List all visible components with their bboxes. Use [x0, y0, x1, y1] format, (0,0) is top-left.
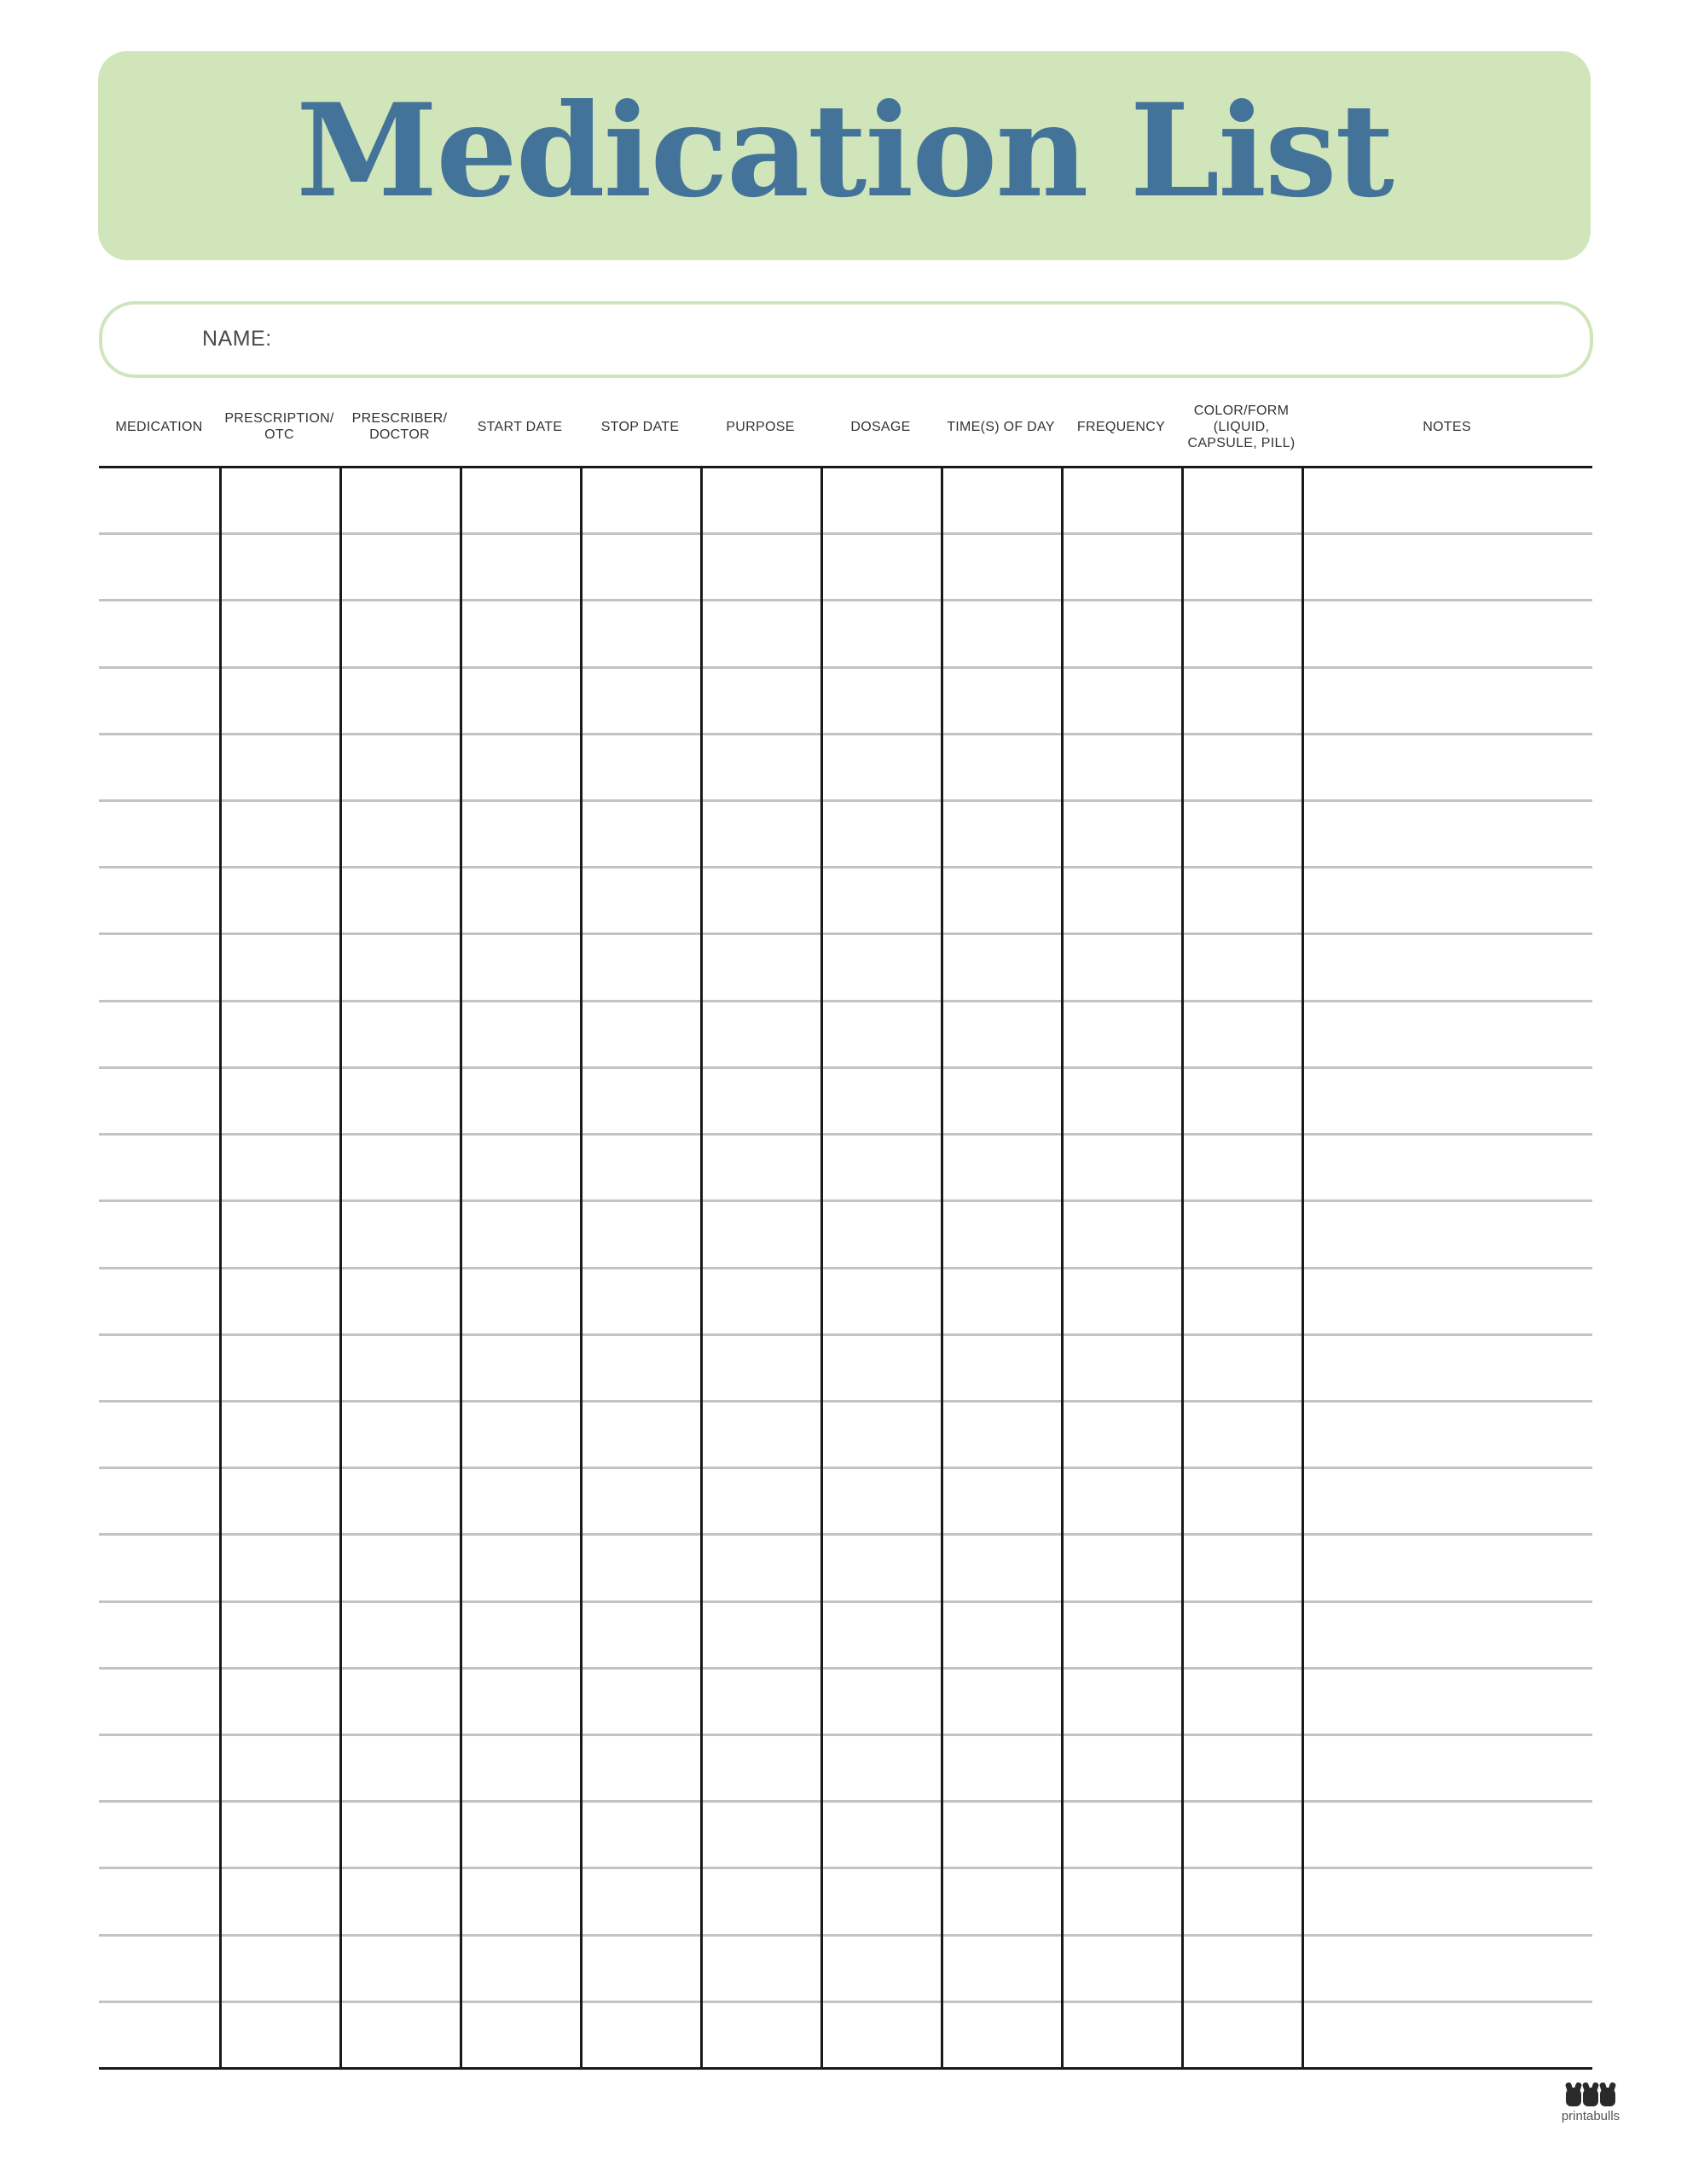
table-cell[interactable] — [703, 868, 820, 932]
table-cell[interactable] — [703, 535, 820, 599]
table-cell[interactable] — [222, 1869, 339, 1933]
table-cell[interactable] — [1304, 1736, 1592, 1800]
table-cell[interactable] — [823, 802, 941, 866]
table-cell[interactable] — [342, 535, 460, 599]
table-cell[interactable] — [583, 868, 700, 932]
header-times-of-day: TIME(S) OF DAY — [947, 419, 1055, 434]
table-cell[interactable] — [222, 2003, 339, 2067]
table-cell[interactable] — [222, 935, 339, 999]
table-cell[interactable] — [222, 802, 339, 866]
table-cell[interactable] — [1064, 802, 1181, 866]
table-cell[interactable] — [823, 1803, 941, 1867]
table-cell[interactable] — [823, 1937, 941, 2001]
table-cell[interactable] — [462, 1269, 580, 1333]
table-cell[interactable] — [943, 1536, 1061, 1600]
table-cell[interactable] — [222, 1069, 339, 1133]
table-cell[interactable] — [1304, 1336, 1592, 1400]
table-cell[interactable] — [583, 535, 700, 599]
table-cell[interactable] — [101, 1736, 219, 1800]
table-cell[interactable] — [703, 1002, 820, 1066]
table-cell[interactable] — [703, 1736, 820, 1800]
table-cell[interactable] — [101, 1069, 219, 1133]
table-cell[interactable] — [823, 601, 941, 665]
table-cell[interactable] — [1064, 1136, 1181, 1199]
table-cell[interactable] — [1184, 669, 1301, 733]
table-cell[interactable] — [823, 1869, 941, 1933]
table-cell[interactable] — [222, 1202, 339, 1266]
table-cell[interactable] — [823, 535, 941, 599]
table-cell[interactable] — [583, 669, 700, 733]
table-cell[interactable] — [222, 601, 339, 665]
table-cell[interactable] — [943, 468, 1061, 532]
table-cell[interactable] — [101, 1670, 219, 1734]
header-stop-date: STOP DATE — [600, 419, 680, 434]
table-cell[interactable] — [1064, 1670, 1181, 1734]
table-cell[interactable] — [1064, 2003, 1181, 2067]
table-cell[interactable] — [703, 1069, 820, 1133]
table-cell[interactable] — [583, 1603, 700, 1667]
header-frequency: FREQUENCY — [1076, 419, 1166, 434]
table-cell[interactable] — [1064, 1603, 1181, 1667]
table-cell[interactable] — [583, 1803, 700, 1867]
table-cell[interactable] — [462, 1603, 580, 1667]
table-cell[interactable] — [583, 1136, 700, 1199]
table-cell[interactable] — [222, 1736, 339, 1800]
table-cell[interactable] — [583, 735, 700, 799]
table-cell[interactable] — [342, 1536, 460, 1600]
table-cell[interactable] — [1304, 1536, 1592, 1600]
table-cell[interactable] — [462, 1336, 580, 1400]
table-cell[interactable] — [342, 2003, 460, 2067]
table-cell[interactable] — [943, 1403, 1061, 1467]
table-cell[interactable] — [1304, 1937, 1592, 2001]
table-cell[interactable] — [1064, 1269, 1181, 1333]
table-cell[interactable] — [462, 1069, 580, 1133]
table-cell[interactable] — [1304, 1136, 1592, 1199]
table-cell[interactable] — [342, 1937, 460, 2001]
table-cell[interactable] — [943, 935, 1061, 999]
table-cell[interactable] — [583, 601, 700, 665]
table-cell[interactable] — [703, 1803, 820, 1867]
table-cell[interactable] — [943, 1803, 1061, 1867]
table-cell[interactable] — [943, 1670, 1061, 1734]
table-cell[interactable] — [943, 1469, 1061, 1533]
printabulls-logo — [1552, 2084, 1629, 2127]
table-cell[interactable] — [342, 468, 460, 532]
table-cell[interactable] — [583, 1069, 700, 1133]
table-cell[interactable] — [101, 1002, 219, 1066]
table-cell[interactable] — [1184, 1869, 1301, 1933]
table-cell[interactable] — [101, 1269, 219, 1333]
table-cell[interactable] — [703, 1336, 820, 1400]
table-cell[interactable] — [703, 601, 820, 665]
table-cell[interactable] — [462, 601, 580, 665]
table-cell[interactable] — [943, 1736, 1061, 1800]
name-label: NAME: — [202, 327, 272, 351]
table-cell[interactable] — [703, 935, 820, 999]
table-cell[interactable] — [342, 1202, 460, 1266]
table-cell[interactable] — [101, 1869, 219, 1933]
table-cell[interactable] — [1064, 535, 1181, 599]
table-cell[interactable] — [1184, 1336, 1301, 1400]
table-cell[interactable] — [342, 1670, 460, 1734]
table-cell[interactable] — [342, 1136, 460, 1199]
table-cell[interactable] — [1184, 601, 1301, 665]
table-cell[interactable] — [1184, 1603, 1301, 1667]
table-cell[interactable] — [1064, 935, 1181, 999]
table-cell[interactable] — [342, 1803, 460, 1867]
table-cell[interactable] — [1304, 1403, 1592, 1467]
table-cell[interactable] — [462, 1803, 580, 1867]
table-cell[interactable] — [1184, 1803, 1301, 1867]
table-cell[interactable] — [101, 802, 219, 866]
table-cell[interactable] — [222, 1002, 339, 1066]
table-cell[interactable] — [583, 1403, 700, 1467]
table-cell[interactable] — [101, 1536, 219, 1600]
table-cell[interactable] — [101, 1469, 219, 1533]
table-cell[interactable] — [583, 935, 700, 999]
table-cell[interactable] — [342, 1469, 460, 1533]
table-cell[interactable] — [462, 1202, 580, 1266]
table-cell[interactable] — [222, 1670, 339, 1734]
header-prescriber-doctor: PRESCRIBER/ DOCTOR — [351, 411, 448, 442]
table-cell[interactable] — [342, 1603, 460, 1667]
table-cell[interactable] — [101, 2003, 219, 2067]
table-cell[interactable] — [342, 1403, 460, 1467]
table-cell[interactable] — [583, 1937, 700, 2001]
header-dosage: DOSAGE — [850, 419, 911, 434]
table-cell[interactable] — [943, 1937, 1061, 2001]
table-cell[interactable] — [342, 669, 460, 733]
table-cell[interactable] — [823, 1136, 941, 1199]
table-cell[interactable] — [222, 1136, 339, 1199]
table-cell[interactable] — [1064, 1002, 1181, 1066]
table-cell[interactable] — [342, 735, 460, 799]
table-cell[interactable] — [1064, 868, 1181, 932]
table-cell[interactable] — [462, 1869, 580, 1933]
table-cell[interactable] — [101, 868, 219, 932]
table-cell[interactable] — [703, 1536, 820, 1600]
table-cell[interactable] — [1184, 1069, 1301, 1133]
table-cell[interactable] — [703, 2003, 820, 2067]
table-cell[interactable] — [101, 601, 219, 665]
table-cell[interactable] — [1184, 1202, 1301, 1266]
table-cell[interactable] — [943, 1269, 1061, 1333]
table-cell[interactable] — [943, 669, 1061, 733]
page-title: Medication List — [296, 75, 1393, 226]
table-cell[interactable] — [1184, 1136, 1301, 1199]
table-cell[interactable] — [703, 468, 820, 532]
table-cell[interactable] — [583, 1202, 700, 1266]
table-cell[interactable] — [943, 1202, 1061, 1266]
table-cell[interactable] — [823, 468, 941, 532]
table-cell[interactable] — [1304, 1002, 1592, 1066]
table-cell[interactable] — [462, 868, 580, 932]
header-prescription-otc: PRESCRIPTION/ OTC — [224, 411, 334, 442]
table-cell[interactable] — [823, 1469, 941, 1533]
table-cell[interactable] — [1184, 1736, 1301, 1800]
table-cell[interactable] — [1064, 735, 1181, 799]
table-cell[interactable] — [583, 1002, 700, 1066]
table-cell[interactable] — [342, 802, 460, 866]
table-cell[interactable] — [1304, 1069, 1592, 1133]
table-cell[interactable] — [1304, 468, 1592, 532]
table-cell[interactable] — [1304, 535, 1592, 599]
table-cell[interactable] — [943, 1603, 1061, 1667]
table-cell[interactable] — [1304, 1469, 1592, 1533]
table-cell[interactable] — [101, 935, 219, 999]
table-cell[interactable] — [222, 868, 339, 932]
table-cell[interactable] — [703, 1937, 820, 2001]
table-cell[interactable] — [1304, 802, 1592, 866]
table-cell[interactable] — [462, 1136, 580, 1199]
table-cell[interactable] — [1184, 1403, 1301, 1467]
logo-text: printabulls — [1561, 2109, 1620, 2123]
table-cell[interactable] — [1304, 1202, 1592, 1266]
table-cell[interactable] — [583, 468, 700, 532]
table-cell[interactable] — [101, 1336, 219, 1400]
table-cell[interactable] — [823, 1269, 941, 1333]
table-cell[interactable] — [342, 1269, 460, 1333]
table-cell[interactable] — [703, 669, 820, 733]
table-cell[interactable] — [222, 1937, 339, 2001]
table-cell[interactable] — [462, 1536, 580, 1600]
table-cell[interactable] — [1064, 1336, 1181, 1400]
table-cell[interactable] — [943, 1002, 1061, 1066]
table-cell[interactable] — [1184, 868, 1301, 932]
table-cell[interactable] — [1064, 1937, 1181, 2001]
table-cell[interactable] — [1304, 735, 1592, 799]
table-cell[interactable] — [1304, 1670, 1592, 1734]
table-cell[interactable] — [703, 1670, 820, 1734]
header-start-date: START DATE — [477, 419, 563, 434]
table-cell[interactable] — [462, 1670, 580, 1734]
table-cell[interactable] — [342, 1336, 460, 1400]
table-cell[interactable] — [462, 1736, 580, 1800]
table-cell[interactable] — [342, 935, 460, 999]
table-cell[interactable] — [703, 1469, 820, 1533]
table-cell[interactable] — [1304, 1603, 1592, 1667]
table-cell[interactable] — [1064, 1069, 1181, 1133]
table-cell[interactable] — [703, 802, 820, 866]
table-cell[interactable] — [943, 1069, 1061, 1133]
table-cell[interactable] — [1184, 735, 1301, 799]
table-cell[interactable] — [462, 1403, 580, 1467]
table-cell[interactable] — [462, 935, 580, 999]
table-cell[interactable] — [823, 1336, 941, 1400]
table-cell[interactable] — [462, 1469, 580, 1533]
table-cell[interactable] — [101, 1136, 219, 1199]
table-cell[interactable] — [703, 1136, 820, 1199]
table-cell[interactable] — [583, 802, 700, 866]
table-cell[interactable] — [222, 735, 339, 799]
table-cell[interactable] — [823, 1603, 941, 1667]
table-cell[interactable] — [1184, 935, 1301, 999]
table-cell[interactable] — [1304, 1269, 1592, 1333]
table-cell[interactable] — [583, 1670, 700, 1734]
table-cell[interactable] — [222, 669, 339, 733]
table-cell[interactable] — [1064, 468, 1181, 532]
table-cell[interactable] — [342, 1069, 460, 1133]
table-cell[interactable] — [462, 1002, 580, 1066]
table-cell[interactable] — [703, 1869, 820, 1933]
table-cell[interactable] — [462, 802, 580, 866]
table-cell[interactable] — [943, 601, 1061, 665]
table-cell[interactable] — [222, 468, 339, 532]
table-cell[interactable] — [1064, 1536, 1181, 1600]
table-cell[interactable] — [823, 1670, 941, 1734]
table-cell[interactable] — [342, 601, 460, 665]
table-cell[interactable] — [101, 1803, 219, 1867]
table-cell[interactable] — [823, 868, 941, 932]
table-cell[interactable] — [222, 1803, 339, 1867]
table-cell[interactable] — [101, 1403, 219, 1467]
table-cell[interactable] — [823, 669, 941, 733]
table-cell[interactable] — [462, 468, 580, 532]
table-cell[interactable] — [583, 1336, 700, 1400]
table-cell[interactable] — [943, 1336, 1061, 1400]
table-cell[interactable] — [583, 1869, 700, 1933]
table-cell[interactable] — [943, 802, 1061, 866]
table-cell[interactable] — [703, 1202, 820, 1266]
table-cell[interactable] — [1184, 1269, 1301, 1333]
table-cell[interactable] — [1304, 868, 1592, 932]
table-cell[interactable] — [222, 1536, 339, 1600]
table-cell[interactable] — [943, 1136, 1061, 1199]
table-cell[interactable] — [943, 2003, 1061, 2067]
table-cell[interactable] — [823, 2003, 941, 2067]
table-cell[interactable] — [1304, 935, 1592, 999]
table-cell[interactable] — [823, 935, 941, 999]
table-cell[interactable] — [703, 735, 820, 799]
table-cell[interactable] — [101, 535, 219, 599]
header-medication: MEDICATION — [115, 419, 203, 434]
table-cell[interactable] — [1064, 601, 1181, 665]
table-cell[interactable] — [823, 1536, 941, 1600]
table-cell[interactable] — [1184, 1469, 1301, 1533]
table-cell[interactable] — [943, 535, 1061, 599]
table-cell[interactable] — [1064, 1202, 1181, 1266]
table-cell[interactable] — [101, 1937, 219, 2001]
header-color-form: COLOR/FORM (LIQUID, CAPSULE, PILL) — [1187, 403, 1296, 450]
table-cell[interactable] — [943, 1869, 1061, 1933]
table-cell[interactable] — [222, 1603, 339, 1667]
table-cell[interactable] — [1184, 1937, 1301, 2001]
table-cell[interactable] — [101, 468, 219, 532]
table-cell[interactable] — [222, 1336, 339, 1400]
table-cell[interactable] — [1184, 2003, 1301, 2067]
table-cell[interactable] — [703, 1269, 820, 1333]
table-cell[interactable] — [1184, 1670, 1301, 1734]
table-cell[interactable] — [1184, 1002, 1301, 1066]
table-cell[interactable] — [462, 1937, 580, 2001]
table-cell[interactable] — [943, 735, 1061, 799]
table-cell[interactable] — [823, 735, 941, 799]
table-cell[interactable] — [342, 1002, 460, 1066]
table-cell[interactable] — [583, 1536, 700, 1600]
table-cell[interactable] — [1064, 1469, 1181, 1533]
table-cell[interactable] — [462, 2003, 580, 2067]
table-cell[interactable] — [1064, 1869, 1181, 1933]
table-cell[interactable] — [583, 2003, 700, 2067]
table-cell[interactable] — [342, 1869, 460, 1933]
table-cell[interactable] — [101, 1202, 219, 1266]
table-cell[interactable] — [101, 669, 219, 733]
table-cell[interactable] — [823, 1403, 941, 1467]
table-cell[interactable] — [583, 1269, 700, 1333]
table-cell[interactable] — [101, 735, 219, 799]
table-cell[interactable] — [1064, 1803, 1181, 1867]
table-cell[interactable] — [1064, 669, 1181, 733]
table-cell[interactable] — [1064, 1736, 1181, 1800]
table-cell[interactable] — [462, 535, 580, 599]
table-cell[interactable] — [342, 868, 460, 932]
table-cell[interactable] — [823, 1736, 941, 1800]
table-cell[interactable] — [222, 1269, 339, 1333]
table-cell[interactable] — [1184, 802, 1301, 866]
table-cell[interactable] — [101, 1603, 219, 1667]
table-cell[interactable] — [342, 1736, 460, 1800]
table-cell[interactable] — [1184, 1536, 1301, 1600]
table-cell[interactable] — [1064, 1403, 1181, 1467]
table-cell[interactable] — [583, 1736, 700, 1800]
table-cell[interactable] — [1304, 2003, 1592, 2067]
table-cell[interactable] — [823, 1069, 941, 1133]
header-notes: NOTES — [1423, 419, 1471, 434]
table-cell[interactable] — [1304, 669, 1592, 733]
table-cell[interactable] — [823, 1202, 941, 1266]
header-purpose: PURPOSE — [726, 419, 795, 434]
table-cell[interactable] — [1304, 1869, 1592, 1933]
table-bottom-border — [99, 2067, 1592, 2070]
table-cell[interactable] — [222, 1469, 339, 1533]
table-cell[interactable] — [1184, 535, 1301, 599]
table-cell[interactable] — [1304, 601, 1592, 665]
table-cell[interactable] — [703, 1603, 820, 1667]
table-cell[interactable] — [462, 735, 580, 799]
table-cell[interactable] — [703, 1403, 820, 1467]
table-cell[interactable] — [823, 1002, 941, 1066]
table-cell[interactable] — [222, 535, 339, 599]
table-cell[interactable] — [1184, 468, 1301, 532]
table-cell[interactable] — [1304, 1803, 1592, 1867]
table-cell[interactable] — [583, 1469, 700, 1533]
bulldog-icon — [1552, 2084, 1629, 2106]
table-cell[interactable] — [462, 669, 580, 733]
table-cell[interactable] — [943, 868, 1061, 932]
table-cell[interactable] — [222, 1403, 339, 1467]
